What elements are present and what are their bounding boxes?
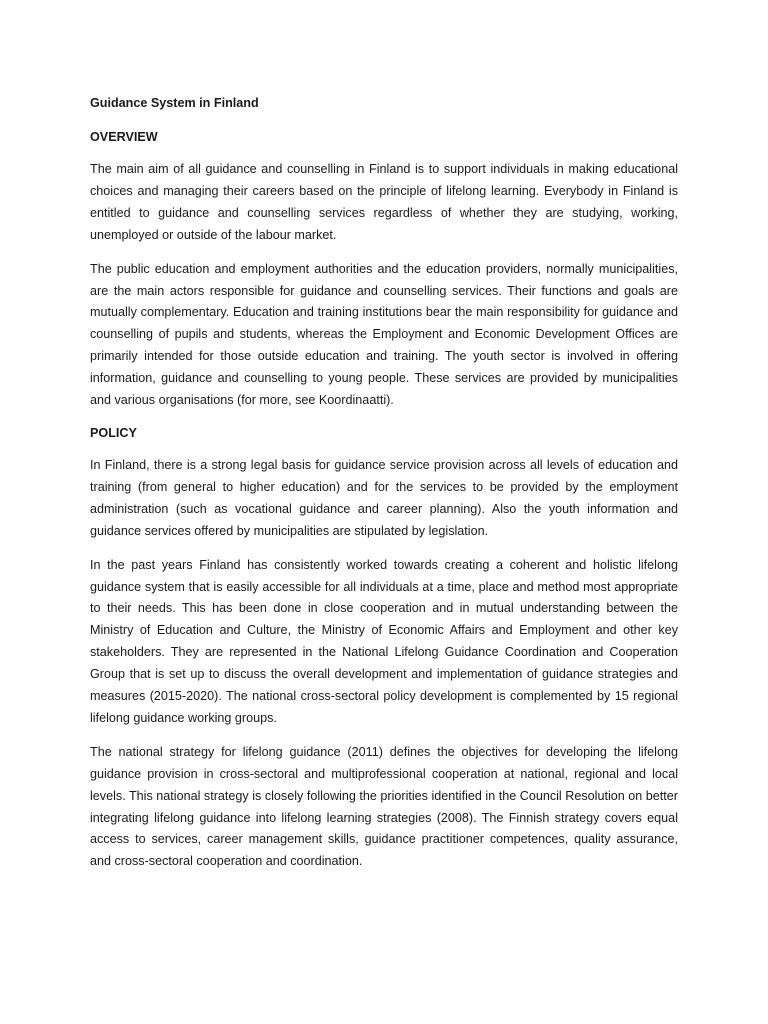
policy-paragraph-2: In the past years Finland has consistently worked towards creating a coherent and holistic lifelong guidance system that is easily accessible for all individuals at a time, place and method most appropriate to their needs. This has been done in close cooperation and in mutual understanding between the Ministry of Education and Culture, the Ministry of Economic Affairs and Employment and other key stakeholders. They are represented in the National Lifelong Guidance Coordination and Cooperation Group that is set up to discuss the overall development and implementation of guidance strategies and measures (2015-2020). The national cross-sectoral policy development is complemented by 15 regional lifelong guidance working groups. (90, 557, 678, 725)
policy-paragraph-3: The national strategy for lifelong guidance (2011) defines the objectives for developing the lifelong guidance provision in cross-sectoral and multiprofessional cooperation at national, regional and local levels. This national strategy is closely following the priorities identified in the Council Resolution on better integrating lifelong guidance into lifelong learning strategies (2008). The Finnish strategy covers equal access to services, career management skills, guidance practitioner competences, quality assurance, and cross-sectoral cooperation and coordination. (90, 744, 678, 869)
overview-paragraph-1: The main aim of all guidance and counselling in Finland is to support individuals in making educational choices and managing their careers based on the principle of lifelong learning. Everybody in Finland is entitled to guidance and counselling services regardless of whether they are studying, working, unemployed or outside of the labour market. (90, 162, 678, 242)
document-title: Guidance System in Finland (90, 96, 259, 110)
section-heading-overview: OVERVIEW (90, 130, 158, 144)
policy-paragraph-1: In Finland, there is a strong legal basis for guidance service provision across all levels of education and training (from general to higher education) and for the services to be provided by the employment administration (such as vocational guidance and career planning). Also the youth information and guidance services offered by municipalities are stipulated by legislation. (90, 457, 678, 538)
section-heading-policy: POLICY (90, 425, 137, 440)
overview-paragraph-2: The public education and employment authorities and the education providers, normally municipalities, are the main actors responsible for guidance and counselling services. Their functions and goals are mutually complementary. Education and training institutions bear the main responsibility for guidance and counselling of pupils and students, whereas the Employment and Economic Development Offices are primarily intended for those outside education and training. The youth sector is involved in offering information, guidance and counselling to young people. These services are provided by municipalities and various organisations (for more, see Koordinaatti). (90, 261, 678, 408)
